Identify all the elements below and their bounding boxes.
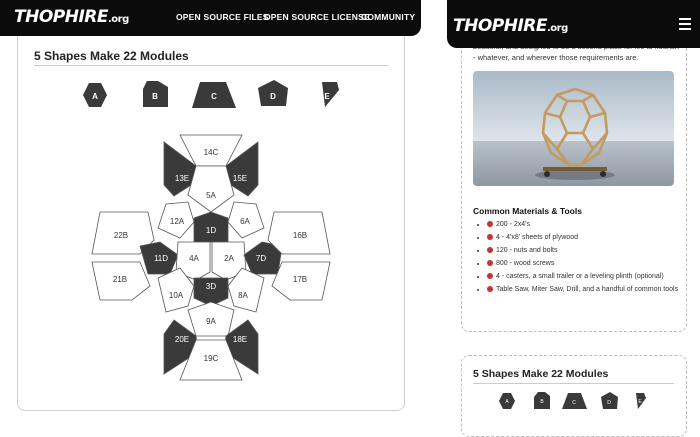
mobile-shape-c-icon: [562, 393, 587, 409]
module-5a: [188, 166, 234, 212]
label-7d: 7D: [255, 254, 267, 263]
shape-a-label: A: [92, 92, 98, 101]
shape-a-icon: [83, 83, 107, 107]
label-21b: 21B: [112, 275, 128, 284]
label-10a: 10A: [168, 291, 184, 300]
label-1d: 1D: [205, 226, 217, 235]
list-item: • 120 - nuts and bolts: [487, 246, 693, 255]
menu-icon[interactable]: [679, 18, 691, 33]
pin-icon: [487, 247, 493, 253]
mobile-shape-b-icon: [534, 392, 550, 409]
label-3d: 3D: [205, 282, 217, 291]
svg-text:B: B: [540, 399, 544, 405]
label-14c: 14C: [203, 148, 219, 157]
materials-card: [461, 22, 687, 332]
intro-text: - whatever, and wherever those requirements are.: [473, 53, 639, 62]
label-15e: 15E: [232, 174, 248, 183]
mobile-shape-a-icon: [499, 393, 515, 409]
label-20e: 20E: [174, 335, 190, 344]
shape-e-icon: [322, 82, 339, 107]
label-9a: 9A: [206, 317, 216, 326]
materials-heading: Common Materials & Tools: [473, 206, 582, 216]
shape-b-label: B: [152, 92, 158, 101]
svg-text:D: D: [607, 400, 611, 406]
pin-icon: [487, 234, 493, 240]
label-4a: 4A: [189, 254, 199, 263]
mobile-header: [447, 0, 700, 48]
list-item: • 4 - 4'x8' sheets of plywood: [487, 233, 693, 242]
pin-icon: [487, 260, 493, 266]
svg-text:A: A: [505, 399, 509, 405]
mobile-shape-legend: [461, 385, 685, 415]
mobile-shape-d-icon: [601, 392, 618, 409]
label-22b: 22B: [113, 231, 129, 240]
pin-icon: [487, 221, 493, 227]
list-item: • 4 - casters, a small trailer or a leveling plinth (optional): [487, 272, 693, 281]
label-13e: 13E: [174, 174, 190, 183]
nav-community[interactable]: COMMUNITY: [361, 12, 416, 22]
label-19c: 19C: [203, 354, 219, 363]
mobile-site-logo[interactable]: THOPHIRE.org: [453, 16, 568, 36]
pin-icon: [487, 286, 493, 292]
shape-b-icon: [143, 81, 168, 107]
shape-c-icon: [192, 82, 236, 108]
label-8a: 8A: [238, 291, 248, 300]
modules-title: 5 Shapes Make 22 Modules: [34, 49, 189, 63]
pin-icon: [487, 273, 493, 279]
site-logo[interactable]: THOPHIRE.org: [14, 7, 129, 27]
nav-open-source-license[interactable]: OPEN SOURCE LICENSE: [264, 12, 370, 22]
mobile-modules-title: 5 Shapes Make 22 Modules: [473, 368, 609, 380]
shape-e-label: E: [324, 92, 330, 101]
label-18e: 18E: [232, 335, 248, 344]
label-6a: 6A: [240, 217, 250, 226]
label-2a: 2A: [224, 254, 234, 263]
label-17b: 17B: [292, 275, 308, 284]
label-12a: 12A: [169, 217, 185, 226]
nav-open-source-files[interactable]: OPEN SOURCE FILES: [176, 12, 269, 22]
list-item: • 200 - 2x4's: [487, 220, 693, 229]
svg-text:C: C: [572, 400, 576, 406]
shape-c-label: C: [211, 92, 217, 101]
svg-text:E: E: [638, 399, 642, 405]
label-16b: 16B: [292, 231, 308, 240]
geodesic-dome-photo: [473, 71, 674, 186]
list-item: • 800 - wood screws: [487, 259, 693, 268]
shape-legend: [83, 80, 339, 108]
module-net: [92, 135, 330, 380]
label-5a: 5A: [206, 191, 216, 200]
mobile-shape-e-icon: [636, 393, 646, 409]
shape-d-icon: [258, 80, 288, 106]
label-11d: 11D: [153, 254, 169, 263]
materials-list: [473, 220, 693, 298]
shape-d-label: D: [270, 92, 276, 101]
list-item: • Table Saw, Miter Saw, Drill, and a handful of common tools: [487, 285, 693, 294]
mobile-title-divider: [473, 383, 674, 384]
